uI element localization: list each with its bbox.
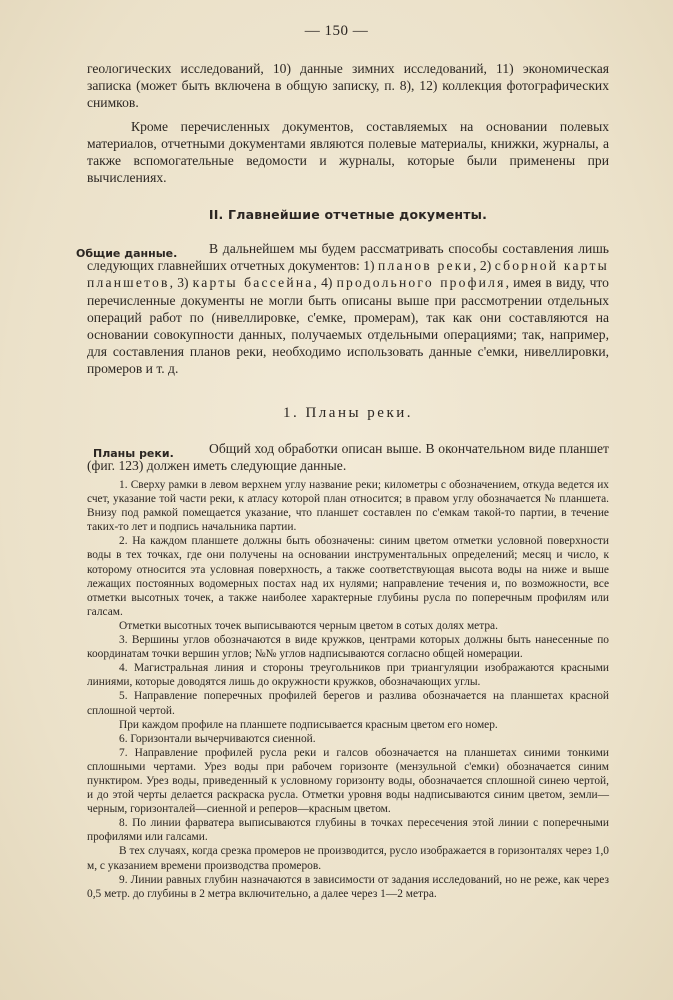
section-heading: II. Главнейшие отчетные документы.	[208, 207, 488, 222]
plan-item-3: 3. Вершины углов обозначаются в виде кружков, центрами которых должны быть нанесенные по координатам точки вершин углов; №№ углов надписываются согласно общей номерации.	[87, 634, 609, 661]
plan-item-6: 6. Горизонтали вычерчиваются сиенной.	[119, 732, 316, 745]
general-text-b: , имея в виду, что перечисленные документы не могли быть описаны выше при рассмотрении отдельных операций работ по (нивеллировке, с'емке, промерам), так как они составляются на основании совокупности данных, получаемых отдельными операциями; так, например, для составления планов реки, необходимо использовать данные с'емки, нивеллировки, промеров и т. д.	[87, 275, 609, 377]
plan-item-7: 7. Направление профилей русла реки и галсов обозначается на планшетах синими тонкими сплошными чертами. Урез воды при рабочем горизонте (мензульной с'емки) обозначается синим пунктиром. Урез воды, приведенный к условному горизонту воды, обозначается сплошной синею чертой, и до этой черты делается раскраска русла. Отметки уровня воды надписываются синим цветом, земли—черным, горизонталей—сиенной и реперов—красным цветом.	[87, 746, 609, 816]
doc-item-2: сборной карты планшетов	[87, 258, 609, 291]
doc-item-1: планов реки	[378, 258, 474, 274]
plan-item-9: 9. Линии равных глубин назначаются в зависимости от задания исследований, но не реже, как через 0,5 метр. до глубины в 2 метра включительно, а далее через 1—2 метра.	[87, 873, 609, 900]
plan-item-8-note: В тех случаях, когда срезка промеров не производится, русло изображается в горизонталях через 1,0 м, с указанием времени производства промеров.	[87, 845, 609, 872]
intro-block	[87, 60, 609, 186]
subsection-heading: 1. Планы реки.	[282, 405, 414, 421]
sep-1: , 2)	[473, 258, 495, 274]
plans-items-block	[87, 478, 609, 901]
section-general-block	[87, 240, 609, 378]
plans-intro: Общий ход обработки описан выше. В окончательном виде планшет (фиг. 123) должен иметь следующие данные.	[87, 441, 609, 474]
doc-item-4: продольного профиля	[336, 275, 506, 291]
plan-item-5: 5. Направление поперечных профилей берегов и разлива обозначается на планшетах красной сплошной чертой.	[87, 690, 609, 717]
plans-intro-block	[87, 440, 609, 474]
intro-paragraph-1: геологических исследований, 10) данные зимних исследований, 11) экономическая записка (может быть включена в общую записку, п. 8), 12) коллекция фотографических снимков.	[87, 61, 609, 111]
intro-paragraph-2: Кроме перечисленных документов, составляемых на основании полевых материалов, отчетными документами являются полевые материалы, книжки, журналы, а также вспомогательные ведомости и журналы, которые были применены при вычислениях.	[87, 118, 609, 186]
side-label-general: Общие данные.	[76, 247, 178, 260]
general-text-a: В дальнейшем мы будем рассматривать способы составления лишь следующих главнейших отчетных документов: 1)	[87, 241, 609, 274]
plan-item-5-note: При каждом профиле на планшете подписывается красным цветом его номер.	[119, 718, 498, 731]
sep-3: , 4)	[313, 275, 337, 291]
plan-item-1: 1. Сверху рамки в левом верхнем углу название реки; километры с обозначением, откуда ведется их счет, указание той части реки, к атласу которой план относится; в правом углу обозначается № планшета. Внизу под рамкой помещается указание, что планшет составлен по с'емкам такой-то партии, в течение таких-то лет и подпись начальника партии.	[87, 479, 609, 534]
general-paragraph	[87, 240, 609, 378]
plan-item-2: 2. На каждом планшете должны быть обозначены: синим цветом отметки условной поверхности воды в тех точках, где они получены на основании инструментальных определений; месяц и число, к которому относится эта условная поверхность, а также соответствующая высота воды на ниже и выше лежащих постоянных водомерных постах над их нулями; направление течения и, по возможности, все отметки высотных точек, а также наиболее характерные глубины русла по поперечным профилям или галсам.	[87, 535, 609, 618]
plan-item-2-note: Отметки высотных точек выписываются черным цветом в сотых долях метра.	[119, 619, 498, 632]
plan-item-4: 4. Магистральная линия и стороны треугольников при триангуляции изображаются красными линиями, которые доводятся лишь до окружности кружков, обозначающих углы.	[87, 662, 609, 689]
page-number: — 150 —	[304, 23, 369, 39]
doc-item-3: карты бассейна	[192, 275, 314, 291]
side-label-plans: Планы реки.	[93, 447, 174, 460]
sep-2: , 3)	[169, 275, 193, 291]
plan-item-8: 8. По линии фарватера выписываются глубины в точках пересечения этой линии с поперечными профилями или галсами.	[87, 817, 609, 844]
plans-items	[87, 478, 609, 901]
